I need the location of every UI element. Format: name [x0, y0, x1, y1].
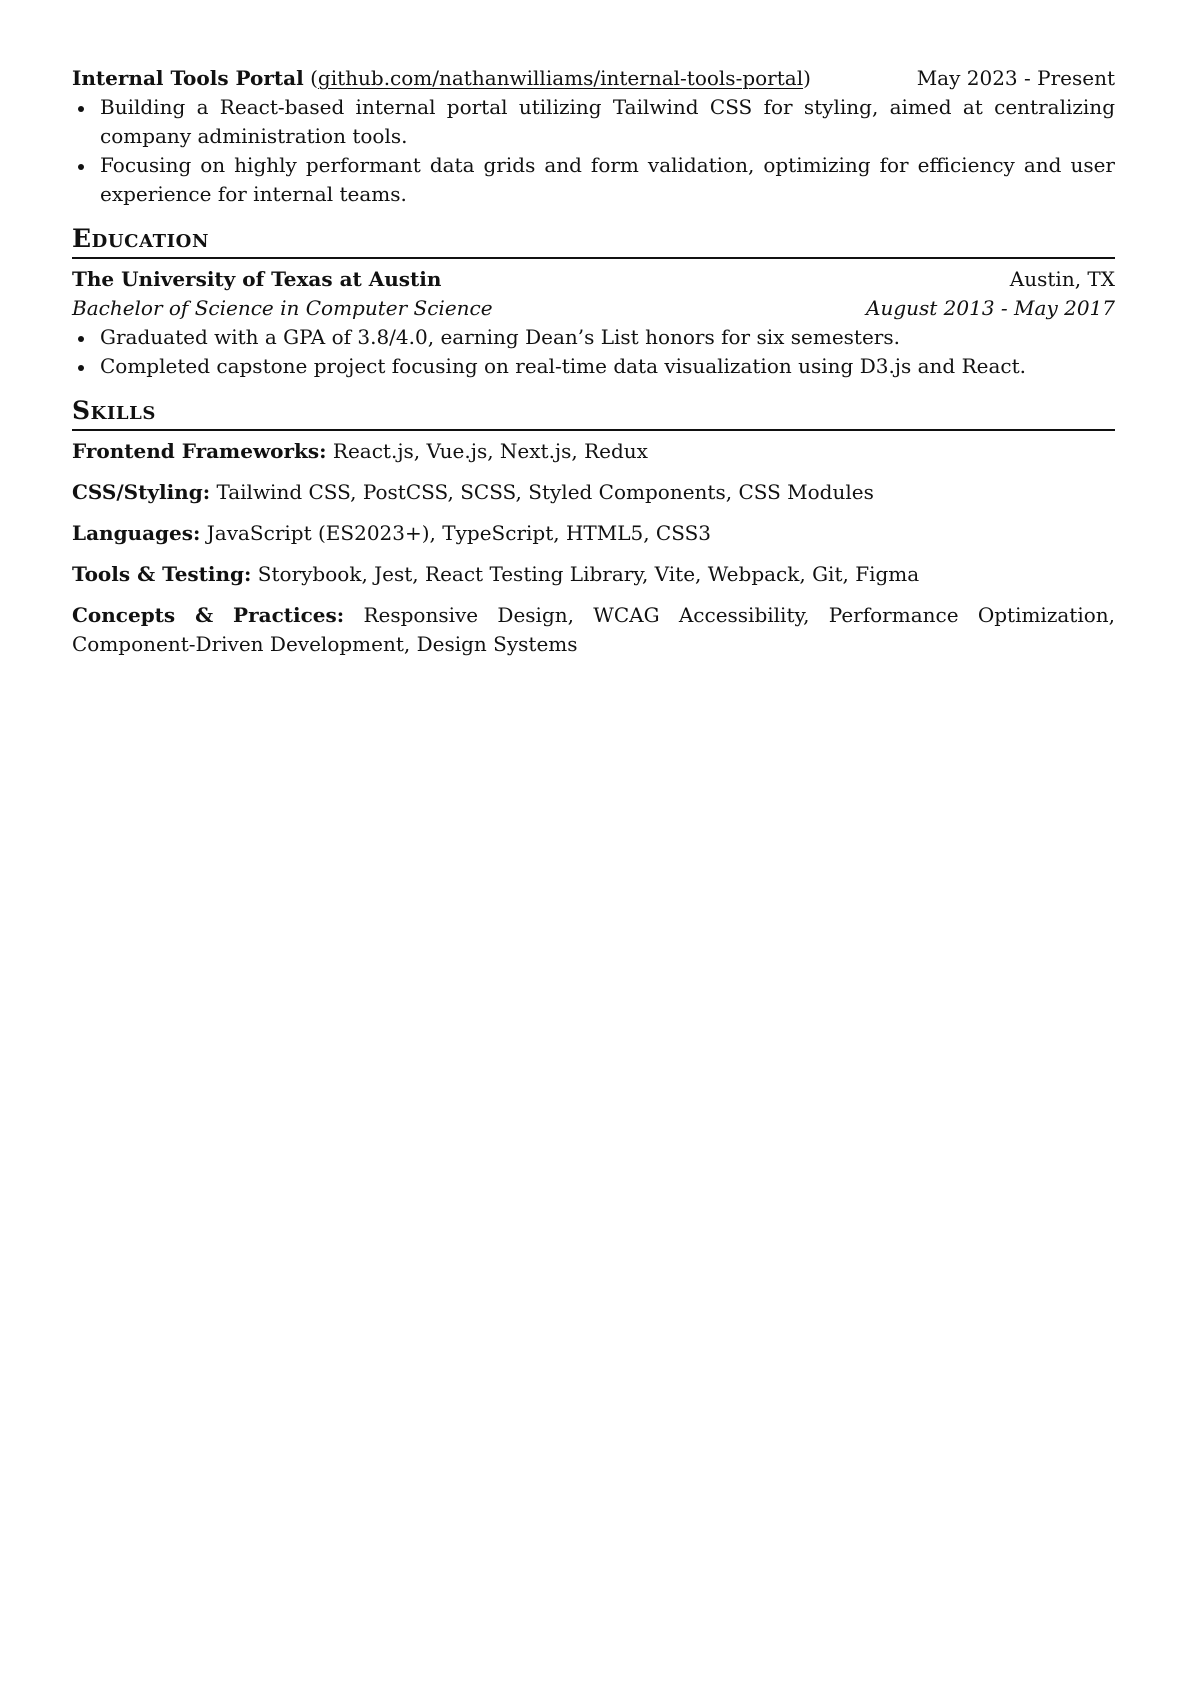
skill-value: Storybook, Jest, React Testing Library, Vite, Webpack, Git, Figma	[257, 562, 920, 586]
skill-line	[72, 560, 1115, 589]
skill-line	[72, 437, 1115, 466]
education-subheader	[72, 294, 1115, 323]
skill-line	[72, 519, 1115, 548]
skill-line	[72, 478, 1115, 507]
skill-label: Frontend Frameworks:	[72, 439, 327, 463]
skill-label: CSS/Styling:	[72, 480, 211, 504]
project-open-paren: (	[310, 66, 318, 90]
project-bullet-list	[72, 93, 1115, 209]
skill-value: Responsive Design, WCAG Accessibility, Performance Optimization, Component-Driven Development, Design Systems	[72, 603, 1115, 656]
skill-line	[72, 601, 1115, 659]
education-entry	[72, 265, 1115, 381]
skill-label: Concepts & Practices:	[72, 603, 345, 627]
education-header	[72, 265, 1115, 294]
education-bullet-list	[72, 323, 1115, 381]
project-bullet: Focusing on highly performant data grids and form validation, optimizing for efficiency and user experience for internal teams.	[72, 151, 1115, 209]
project-name: Internal Tools Portal	[72, 66, 304, 90]
project-bullet: Building a React-based internal portal utilizing Tailwind CSS for styling, aimed at centralizing company administration tools.	[72, 93, 1115, 151]
skill-label: Tools & Testing:	[72, 562, 252, 586]
degree: Bachelor of Science in Computer Science	[72, 296, 493, 320]
education-bullet: Completed capstone project focusing on real-time data visualization using D3.js and React.	[72, 352, 1115, 381]
project-title-line	[72, 64, 811, 93]
skills-heading: Skills	[72, 395, 1115, 431]
skill-value: JavaScript (ES2023+), TypeScript, HTML5, CSS3	[206, 521, 712, 545]
skill-label: Languages:	[72, 521, 201, 545]
school-location: Austin, TX	[1009, 267, 1115, 291]
education-heading: Education	[72, 223, 1115, 259]
school-name: The University of Texas at Austin	[72, 267, 442, 291]
project-header	[72, 64, 1115, 93]
project-entry	[72, 64, 1115, 209]
skill-value: React.js, Vue.js, Next.js, Redux	[332, 439, 648, 463]
education-dates: August 2013 - May 2017	[866, 296, 1115, 320]
education-bullet: Graduated with a GPA of 3.8/4.0, earning Dean’s List honors for six semesters.	[72, 323, 1115, 352]
project-close-paren: )	[803, 66, 811, 90]
skill-value: Tailwind CSS, PostCSS, SCSS, Styled Components, CSS Modules	[216, 480, 874, 504]
skills-list	[72, 437, 1115, 659]
project-link[interactable]: github.com/nathanwilliams/internal-tools-portal	[317, 66, 804, 90]
project-dates: May 2023 - Present	[916, 66, 1115, 90]
resume-page	[72, 64, 1115, 671]
